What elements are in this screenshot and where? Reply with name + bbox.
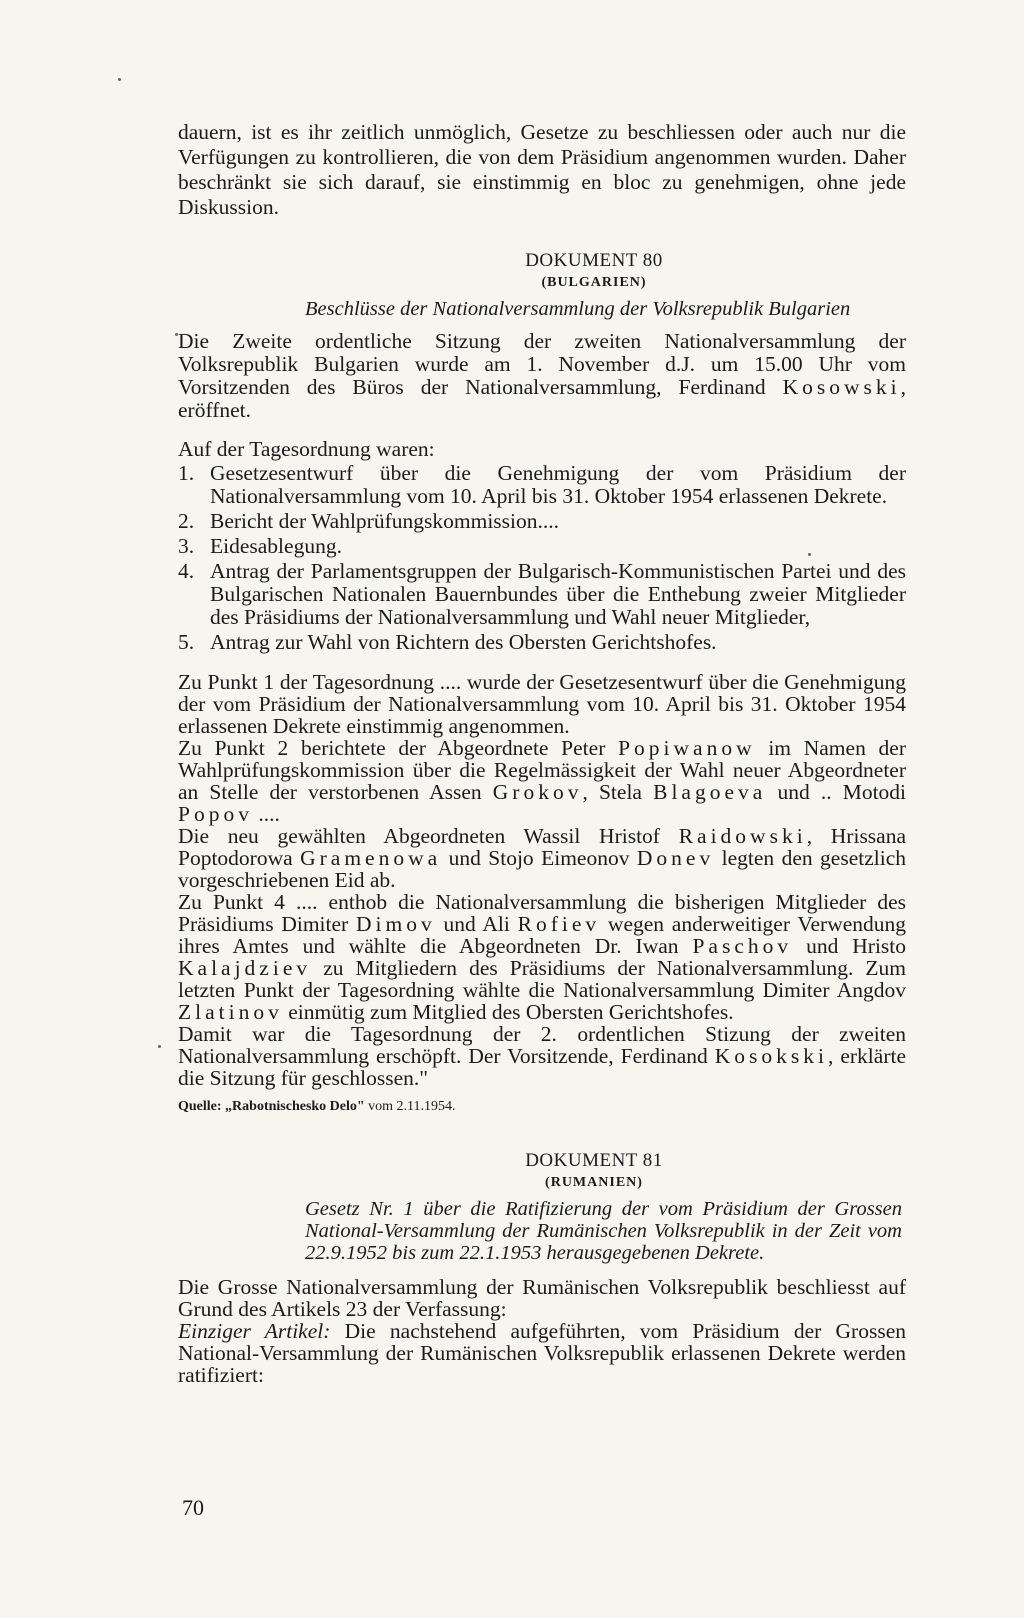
person-name: Kalajdziev (178, 956, 312, 980)
agenda-item-text: Bericht der Wahlprüfungskommission.... (210, 509, 559, 533)
article-label: Einziger Artikel: (178, 1319, 331, 1343)
chairman-name: Kosowski (782, 375, 901, 399)
person-name: Zlatinov (178, 1000, 283, 1024)
person-name: Rofiev (517, 912, 601, 936)
person-name: Donev (636, 846, 715, 870)
agenda-intro: Auf der Tagesordnung waren: (178, 437, 435, 461)
proceedings-point-3 (178, 825, 906, 891)
document-80-country: (BULGARIEN) (541, 275, 647, 290)
agenda-item (178, 510, 906, 533)
text-segment: legten den gesetzlich vorgeschriebenen Eid ab. (178, 846, 907, 892)
agenda-item (178, 535, 906, 558)
text-segment: und Hristo (806, 934, 907, 958)
text-segment: und Ali (443, 912, 510, 936)
text-segment: Zu Punkt 4 .... enthob die Nationalversammlung die bisherigen Mitglieder des Präsidiums Dimiter (178, 890, 906, 936)
scan-speck (158, 1045, 161, 1048)
person-name: Popov (178, 802, 253, 826)
agenda-item-number: 5. (178, 630, 195, 654)
person-name: Raidowski (678, 824, 807, 848)
text-segment: Die neu gewählten Abgeordneten Wassil Hristof (178, 824, 660, 848)
person-name: Grokov (492, 780, 583, 804)
text-segment: und Stojo Eimeonov (448, 846, 630, 870)
source-publication: „Rabotnischesko Delo" (225, 1099, 365, 1114)
page-content (178, 120, 906, 1386)
agenda-item-text: Antrag der Parlamentsgruppen der Bulgarisch-Kommunistischen Partei und des Bulgarischen Nationalen Bauernbundes über die Enthebung zweier Mitglieder des Präsidiums der Nationalversammlung und Wahl neuer Mitglieder, (210, 559, 906, 629)
source-citation (178, 1097, 906, 1117)
text-segment: zu Mitgliedern des Präsidiums der Nationalversammlung. Zum letzten Punkt der Tagesordning wählte die Nationalversammlung Dimiter Angdov (178, 956, 907, 1002)
text-segment: und .. Motodi (777, 780, 907, 804)
document-81-subtitle: Gesetz Nr. 1 über die Ratifizierung der vom Präsidium der Grossen National-Versammlung der Rumänischen Volksrepublik in der Zeit vom 22.9.1952 bis zum 22.1.1953 herausgegebenen Dekrete. (305, 1198, 902, 1264)
article-text: Die nachstehend aufgeführten, vom Präsidium der Grossen National-Versammlung der Rumänischen Volksrepublik erlassenen Dekrete werden ratifiziert: (178, 1319, 906, 1387)
text-segment: im Namen der Wahlprüfungskommission über die Regelmässigkeit der Wahl neuer Abgeordneter an Stelle der verstorbenen Assen (178, 736, 906, 804)
document-80-title: DOKUMENT 80 (525, 250, 663, 271)
person-name: Popiwanow (618, 736, 756, 760)
source-date: vom 2.11.1954. (368, 1099, 456, 1114)
agenda-item-number: 4. (178, 559, 195, 583)
text-segment: .... (258, 802, 280, 826)
document-81-title: DOKUMENT 81 (525, 1150, 663, 1171)
document-80-opening (178, 330, 906, 422)
scan-speck (118, 78, 121, 81)
document-81-article (178, 1320, 906, 1386)
proceedings-point-2 (178, 737, 906, 825)
proceedings (178, 671, 906, 1089)
document-81 (178, 1149, 906, 1386)
text-segment: , Hrissana Poptodorowa (178, 824, 907, 870)
text-segment: , erklärte die Sitzung für geschlossen." (178, 1044, 907, 1090)
opening-text: Die Zweite ordentliche Sitzung der zweiten Nationalversammlung der Volksrepublik Bulgarien wurde am 1. November d.J. um 15.00 Uhr vom Vorsitzenden des Büros der Nationalversammlung, Ferdinand (178, 329, 906, 399)
proceedings-closing (178, 1023, 906, 1089)
agenda-item-text: Eidesablegung. (210, 534, 342, 558)
agenda-item-number: 1. (178, 461, 195, 485)
agenda-item-text: Antrag zur Wahl von Richtern des Obersten Gerichtshofes. (210, 630, 717, 654)
person-name: Gramenowa (300, 846, 442, 870)
text-segment: einmütig zum Mitglied des Obersten Gerichtshofes. (288, 1000, 734, 1024)
person-name: Kosokski (714, 1044, 829, 1068)
page-number: 70 (182, 1495, 204, 1520)
proceedings-point-4 (178, 891, 906, 1023)
document-80 (178, 249, 906, 1117)
text-segment: wegen anderweitiger Verwendung ihres Amtes und wählte die Abgeordneten Dr. Iwan (178, 912, 907, 958)
agenda-item-number: 3. (178, 534, 195, 558)
opening-end: , eröffnet. (178, 375, 907, 422)
document-81-country: (RUMANIEN) (545, 1175, 643, 1190)
document-80-subtitle: Beschlüsse der Nationalversammlung der Volksrepublik Bulgarien (305, 298, 851, 320)
agenda-item (178, 560, 906, 629)
agenda-item-number: 2. (178, 509, 195, 533)
text-segment: Damit war die Tagesordnung der 2. ordentlichen Stizung der zweiten Nationalversammlung erschöpft. Der Vorsitzende, Ferdinand (178, 1022, 906, 1068)
agenda-list (178, 462, 906, 654)
person-name: Blagoeva (653, 780, 767, 804)
agenda-item-text: Gesetzesentwurf über die Genehmigung der vom Präsidium der Nationalversammlung vom 10. April bis 31. Oktober 1954 erlassenen Dekrete. (210, 461, 906, 508)
document-81-paragraph: Die Grosse Nationalversammlung der Rumänischen Volksrepublik beschliesst auf Grund des Artikels 23 der Verfassung: (178, 1275, 906, 1321)
agenda-item (178, 462, 906, 508)
intro-paragraph: dauern, ist es ihr zeitlich unmöglich, Gesetze zu beschliessen oder auch nur die Verfügungen zu kontrollieren, die von dem Präsidium angenommen wurden. Daher beschränkt sie sich darauf, sie einstimmig en bloc zu genehmigen, ohne jede Diskussion. (178, 120, 906, 219)
source-label: Quelle: (178, 1099, 222, 1114)
person-name: Paschov (692, 934, 793, 958)
agenda-item (178, 631, 906, 654)
person-name: Dimov (356, 912, 436, 936)
text-segment: , Stela (582, 780, 642, 804)
proceedings-point-1: Zu Punkt 1 der Tagesordnung .... wurde der Gesetzesentwurf über die Genehmigung der vom Präsidium der Nationalversammlung vom 10. April bis 31. Oktober 1954 erlassenen Dekrete einstimmig angenommen. (178, 670, 906, 738)
text-segment: Zu Punkt 2 berichtete der Abgeordnete Peter (178, 736, 606, 760)
